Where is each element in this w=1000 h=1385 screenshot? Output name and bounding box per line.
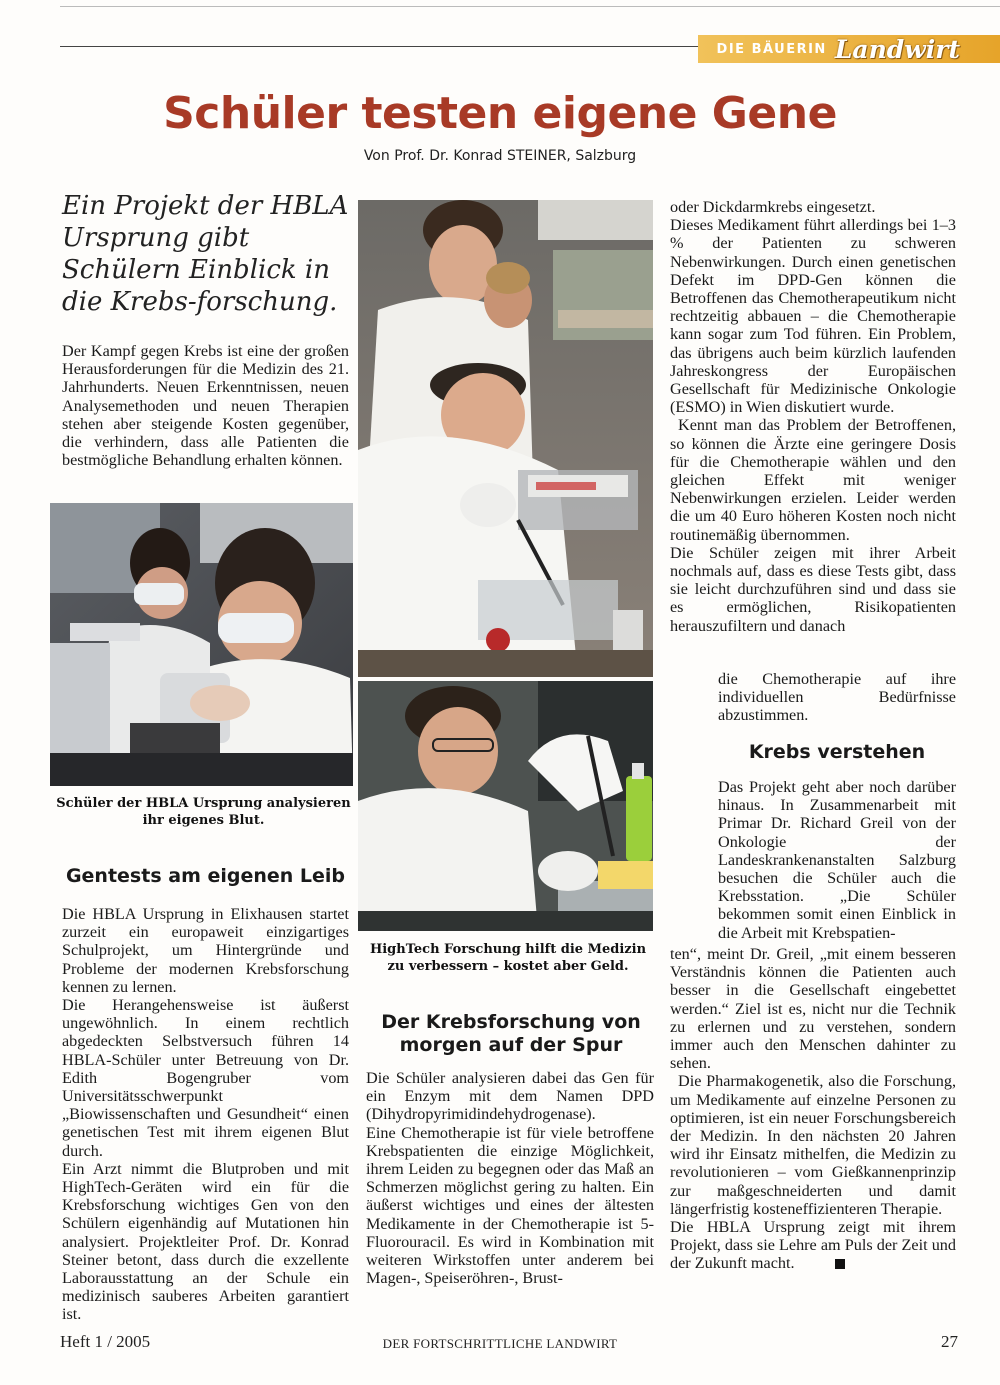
- footer-magazine-name: DER FORTSCHRITTLICHE LANDWIRT: [382, 1336, 618, 1351]
- edition-label: DIE BÄUERIN: [716, 41, 827, 57]
- article-lead: Ein Projekt der HBLA Ursprung gibt Schülern Einblick in die Krebs-forschung.: [62, 191, 349, 317]
- article-byline: Von Prof. Dr. Konrad STEINER, Salzburg: [363, 148, 637, 164]
- intro-text: Der Kampf gegen Krebs ist eine der großen Herausforderungen für die Medizin des 21. Jahrhunderts. Neuen Erkenntnissen, neuen Analysemethoden und neuen Therapien stehen aber steigende Kosten gegenüber, die verhindern, dass alle Patienten die bestmögliche Behandlung erhalten können.: [62, 342, 349, 470]
- section-krebsforschung-text: [366, 1069, 654, 1287]
- end-of-article-mark: [835, 1259, 845, 1269]
- paragraph: Eine Chemotherapie ist für viele betroffene Krebspatienten die einzige Möglichkeit, ihrem Leiden zu begegnen oder das Maß an Schmerzen möglichst gering zu halten. Ein äußerst wichtiges und eines der ältesten Medikamente in der Chemotherapie ist 5-Fluorouracil. Es wird in Kombination mit weiteren Wirkstoffen unter anderem bei Magen-, Speiseröhren-, Brust-: [366, 1123, 654, 1288]
- paragraph: die Chemotherapie auf ihre individuellen Bedürfnisse abzustimmen.: [718, 670, 956, 725]
- photo-microscope-students: [50, 503, 353, 786]
- footer-issue: Heft 1 / 2005: [60, 1332, 151, 1351]
- photo-pipette-students: [358, 200, 653, 677]
- article-title: Schüler testen eigene Gene: [163, 88, 837, 139]
- paragraph: [670, 1218, 956, 1273]
- paragraph: Die Pharmakogenetik, also die Forschung, um Medikamente auf einzelne Personen zu optimieren, ist ein neuer Forschungsbereich der Medizin. In den nächsten 20 Jahren wird ihr Einsatz mithelfen, die Medizin zu revolutionieren – vom Gießkannenprinzip zur maßgeschneiderten und damit längerfristig kosteneffizienteren Therapie.: [670, 1072, 956, 1218]
- paragraph: oder Dickdarmkrebs eingesetzt.: [670, 198, 876, 216]
- section-heading-krebsforschung: Der Krebsforschung von morgen auf der Spur: [381, 1011, 641, 1056]
- section-krebs-verstehen-inset: [718, 778, 956, 942]
- section-heading-krebs-verstehen: Krebs verstehen: [748, 741, 926, 763]
- section-krebs-verstehen-text: [670, 945, 956, 1273]
- intro-paragraph: [62, 342, 349, 469]
- header-rule: [60, 46, 700, 47]
- header-banner: [698, 35, 1000, 63]
- column3-text-inset: [718, 670, 956, 725]
- paragraph: Kennt man das Problem der Betroffenen, so können die Ärzte eine geringere Dosis für die Chemotherapie wählen und den gleichen Effekt mit weniger Nebenwirkungen erzielen. Leider werden die um 40 Euro höheren Kosten noch nicht routinemäßig übernommen.: [670, 416, 956, 544]
- caption-microscope-photo: Schüler der HBLA Ursprung analysieren ihr eigenes Blut.: [56, 796, 351, 828]
- paragraph: ten“, meint Dr. Greil, „mit einem besseren Verständnis können die Patienten auch besser in die Gesellschaft eingebettet werden.“ Ziel ist es, nicht nur die Technik zu erlernen und zu verstehen, sondern immer auch den Menschen dahinter zu sehen.: [670, 945, 956, 1073]
- paragraph: Die Schüler analysieren dabei das Gen für ein Enzym mit dem Namen DPD (Dihydropyrimidindehydrogenase).: [366, 1069, 654, 1124]
- caption-lab-photo: HighTech Forschung hilft die Medizin zu verbessern – kostet aber Geld.: [369, 942, 647, 974]
- section-gentests-text: [62, 905, 349, 1324]
- paragraph: Die Herangehensweise ist äußerst ungewöhnlich. In einem rechtlich abgedeckten Selbstversuch führen 14 HBLA-Schüler unter Betreuung von Dr. Edith Bogengruber vom Universitätsschwerpunkt „Biowissenschaften und Gesundheit“ einen genetischen Test mit ihrem eigenen Blut durch.: [62, 996, 349, 1160]
- column3-text: [670, 198, 956, 635]
- photo-lab-bench-student: [358, 681, 653, 931]
- paragraph: Ein Arzt nimmt die Blutproben und mit HighTech-Geräten wird ein für die Krebsforschung wichtiges Gen von den Schülern eigenhändig auf Mutationen hin analysiert. Projektleiter Prof. Dr. Konrad Steiner betont, dass durch die exzellente Laborausstattung an der Schule ein medizinisch sauberes Arbeiten garantiert ist.: [62, 1159, 349, 1324]
- paragraph: Das Projekt geht aber noch darüber hinaus. In Zusammenarbeit mit Primar Dr. Richard Greil von der Onkologie der Landeskrankenanstalten Salzburg besuchen die Schüler auch die Krebsstation. „Die Schüler bekommen somit einen Einblick in die Arbeit mit Krebspatien-: [718, 778, 956, 942]
- paragraph: Dieses Medikament führt allerdings bei 1–3 % der Patienten zu schweren Nebenwirkungen. Durch einen genetischen Defekt im DPD-Gen können die Betroffenen das Chemotherapeutikum nicht rechtzeitig abbauen – die Chemotherapie kann sogar zum Tod führen. Ein Problem, das übrigens auch beim kürzlich laufenden Jahreskongress der Europäischen Gesellschaft für Medizinische Onkologie (ESMO) in Wien diskutiert wurde.: [670, 216, 956, 417]
- paragraph: Die Schüler zeigen mit ihrer Arbeit nochmals auf, dass es diese Tests gibt, dass sie leicht durchzuführen sind und dass sie es ermöglichen, Risikopatienten herauszufiltern und danach: [670, 543, 956, 635]
- section-heading-gentests: Gentests am eigenen Leib: [65, 865, 346, 887]
- closing-sentence: Die HBLA Ursprung zeigt mit ihrem Projekt, dass sie Lehre am Puls der Zeit und der Zukunft macht.: [670, 1218, 956, 1273]
- top-border-rule: [60, 6, 1000, 7]
- magazine-logo: Landwirt: [834, 34, 960, 64]
- footer-page-number: 27: [941, 1332, 958, 1351]
- paragraph: Die HBLA Ursprung in Elixhausen startet zurzeit ein europaweit einzigartiges Schulprojekt, um Hintergründe und Probleme der modernen Krebsforschung kennen zu lernen.: [62, 905, 349, 996]
